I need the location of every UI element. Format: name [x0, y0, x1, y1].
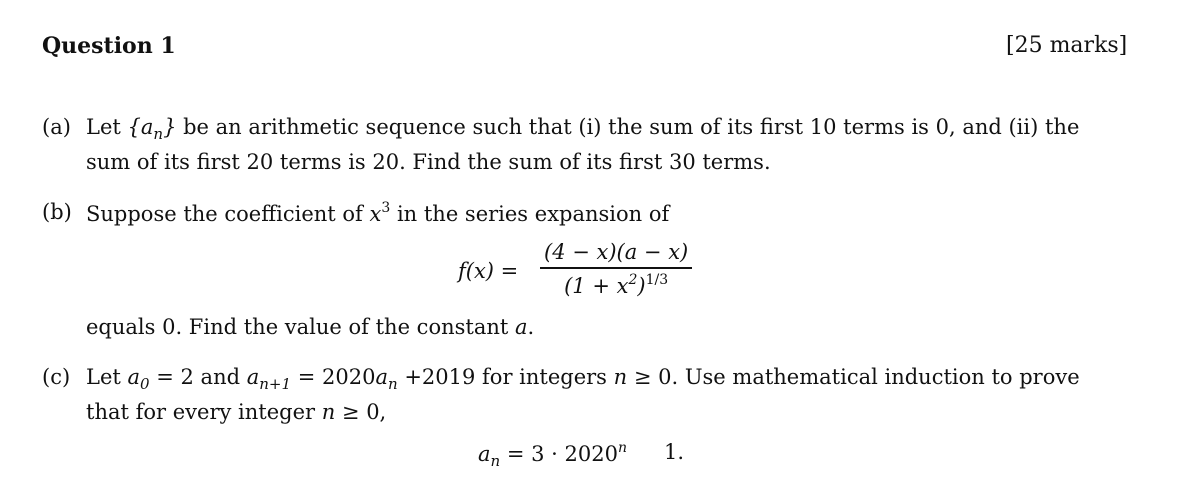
- formula-an: $a_n = 3 \cdot 2020^n$: [478, 440, 628, 470]
- question-title: Question 1: [42, 33, 176, 59]
- formula-f-fraction: [540, 240, 692, 298]
- sequence-notation: $\{a_n\}$: [127, 115, 177, 143]
- part-b-line-3: equals 0. Find the value of the constant a.: [86, 315, 535, 339]
- part-a-line-1: Let $\{a_n\}$ be an arithmetic sequence such that (i) the sum of its first 10 terms is 0, and (ii) the: [86, 115, 1080, 143]
- part-c-line-2: that for every integer n ≥ 0,: [86, 400, 387, 424]
- part-a-line-2: sum of its first 20 terms is 20. Find the sum of its first 30 terms.: [86, 150, 771, 174]
- formula-an-tail: 1.: [664, 440, 685, 464]
- part-b-line-1: Suppose the coefficient of $x^3$ in the series expansion of: [86, 200, 670, 226]
- part-b-label: (b): [42, 200, 72, 224]
- part-a-label: (a): [42, 115, 71, 139]
- formula-f-denominator: $(1 + x^2)^{1/3}$: [564, 271, 669, 298]
- formula-f-numerator: (4 − x)(a − x): [544, 240, 689, 264]
- part-c-label: (c): [42, 365, 71, 389]
- marks-label: [25 marks]: [1006, 33, 1128, 58]
- formula-f-lhs: f(x) =: [458, 259, 519, 283]
- part-c-line-1: Let $a_0 = 2$ and $a_{n+1} = 2020a_n +2019$ for integers n ≥ 0. Use mathematical induction to prove: [86, 365, 1080, 393]
